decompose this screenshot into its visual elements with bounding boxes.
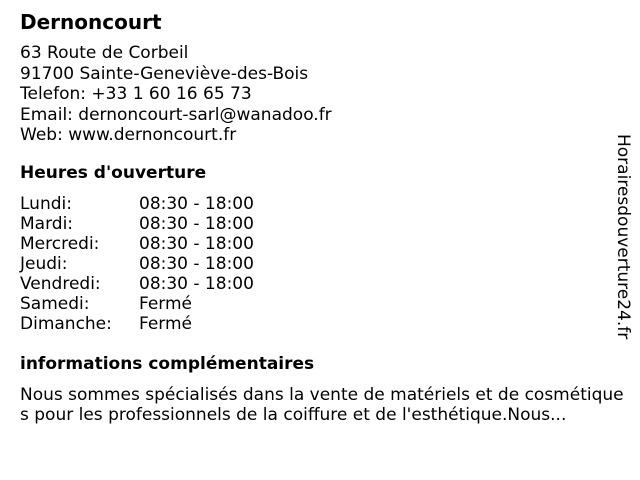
day-hours: 08:30 - 18:00: [139, 254, 254, 274]
business-name: Dernoncourt: [20, 10, 162, 34]
additional-info-text: Nous sommes spécialisés dans la vente de matériels et de cosmétiques pour les professionnels de la coiffure et de l'esthétique.Nous...: [20, 385, 624, 425]
day-label: Mardi:: [20, 214, 74, 234]
website: Web: www.dernoncourt.fr: [20, 125, 237, 145]
opening-hours-heading: Heures d'ouverture: [20, 163, 207, 183]
day-label: Mercredi:: [20, 234, 100, 254]
day-hours: Fermé: [139, 314, 193, 334]
phone-number: Telefon: +33 1 60 16 65 73: [20, 84, 252, 104]
day-label: Jeudi:: [20, 254, 68, 274]
city-postal: 91700 Sainte-Geneviève-des-Bois: [20, 63, 309, 84]
day-hours: 08:30 - 18:00: [139, 214, 254, 234]
day-hours: 08:30 - 18:00: [139, 274, 254, 294]
day-hours: Fermé: [139, 294, 193, 314]
contact-block: [20, 43, 332, 146]
site-watermark: Horairesdouverture24.fr: [613, 134, 633, 340]
day-label: Lundi:: [20, 194, 72, 214]
day-label: Vendredi:: [20, 274, 101, 294]
day-label: Dimanche:: [20, 314, 112, 334]
street-address: 63 Route de Corbeil: [20, 43, 189, 63]
day-hours: 08:30 - 18:00: [139, 234, 254, 254]
day-label: Samedi:: [20, 294, 90, 314]
day-hours: 08:30 - 18:00: [139, 194, 254, 214]
additional-info-heading: informations complémentaires: [20, 354, 315, 374]
email-address: Email: dernoncourt-sarl@wanadoo.fr: [20, 104, 332, 125]
